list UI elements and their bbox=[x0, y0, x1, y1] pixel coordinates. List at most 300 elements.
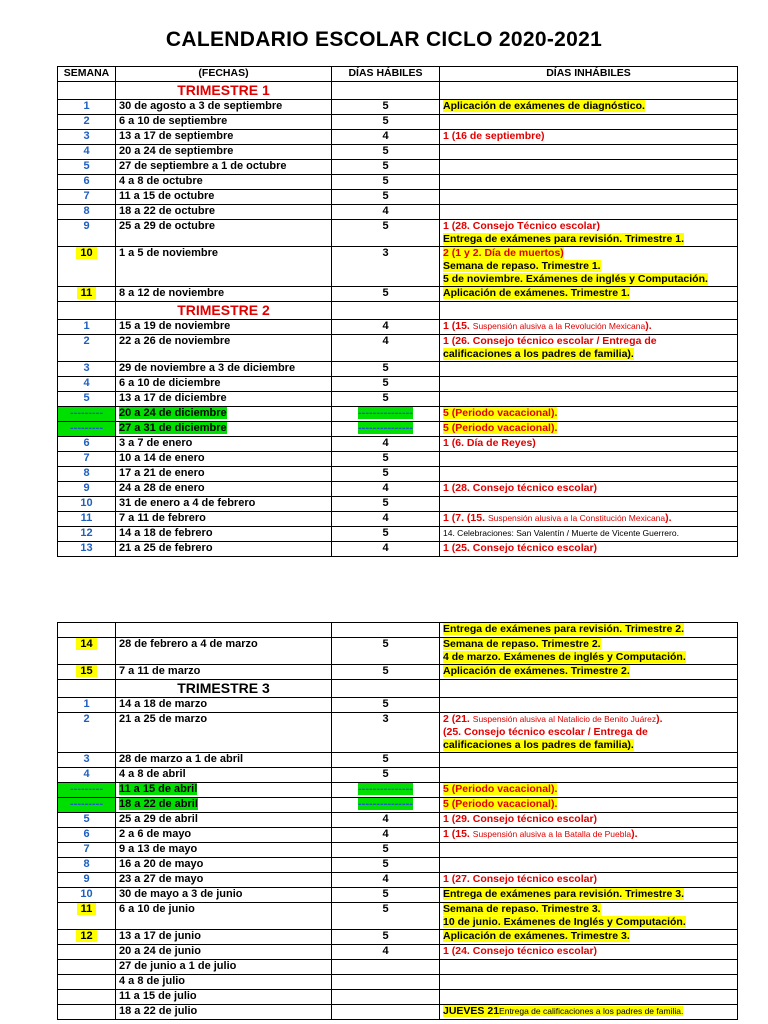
non-working-days bbox=[440, 145, 738, 160]
note-line bbox=[443, 1005, 734, 1018]
working-days: 5 bbox=[332, 190, 440, 205]
note-end: ). bbox=[631, 828, 638, 840]
working-days: 3 bbox=[332, 247, 440, 287]
table-row bbox=[58, 512, 738, 527]
working-days: 5 bbox=[332, 888, 440, 903]
week-number: 8 bbox=[58, 467, 116, 482]
working-days bbox=[332, 1005, 440, 1020]
note-end: ). bbox=[665, 512, 672, 524]
empty-cell bbox=[58, 82, 116, 100]
week-number-text: 12 bbox=[76, 930, 96, 942]
note-text: 1 (7. (15. bbox=[443, 512, 488, 524]
non-working-days bbox=[440, 407, 738, 422]
note-line bbox=[443, 726, 734, 739]
note-end: ). bbox=[656, 713, 663, 725]
non-working-days bbox=[440, 100, 738, 115]
date-range-text: 27 a 31 de diciembre bbox=[119, 422, 227, 434]
table-row bbox=[58, 903, 738, 930]
note-line bbox=[443, 888, 734, 901]
date-range: 1 a 5 de noviembre bbox=[116, 247, 332, 287]
week-number: 9 bbox=[58, 873, 116, 888]
week-number: 5 bbox=[58, 160, 116, 175]
non-working-days bbox=[440, 190, 738, 205]
note-line bbox=[443, 813, 734, 826]
note-text: Entrega de exámenes para revisión. Trimestre 2. bbox=[443, 623, 685, 635]
date-range: 8 a 12 de noviembre bbox=[116, 287, 332, 302]
note-detail: 14. Celebraciones: San Valentín / Muerte de Vicente Guerrero. bbox=[443, 528, 679, 538]
week-number bbox=[58, 945, 116, 960]
trimester-label: TRIMESTRE 2 bbox=[116, 302, 332, 320]
non-working-days bbox=[440, 798, 738, 813]
note-line bbox=[443, 798, 734, 811]
week-number bbox=[58, 990, 116, 1005]
table-row bbox=[58, 990, 738, 1005]
week-number: 13 bbox=[58, 542, 116, 557]
week-number: 4 bbox=[58, 768, 116, 783]
calendar-table-part1 bbox=[57, 66, 738, 557]
table-row bbox=[58, 753, 738, 768]
working-days: 4 bbox=[332, 873, 440, 888]
date-range: 21 a 25 de marzo bbox=[116, 713, 332, 753]
non-working-days bbox=[440, 437, 738, 452]
date-range: 20 a 24 de junio bbox=[116, 945, 332, 960]
non-working-days bbox=[440, 247, 738, 287]
working-days: 5 bbox=[332, 145, 440, 160]
trimester-row bbox=[58, 82, 738, 100]
working-days: 5 bbox=[332, 160, 440, 175]
table-row bbox=[58, 482, 738, 497]
note-text: Semana de repaso. Trimestre 3. bbox=[443, 903, 601, 915]
date-range: 14 a 18 de marzo bbox=[116, 698, 332, 713]
note-text: 5 (Periodo vacacional). bbox=[443, 783, 558, 795]
working-days bbox=[332, 783, 440, 798]
week-number: 1 bbox=[58, 320, 116, 335]
date-range: 4 a 8 de abril bbox=[116, 768, 332, 783]
week-number: 4 bbox=[58, 145, 116, 160]
note-line bbox=[443, 638, 734, 651]
working-days: 4 bbox=[332, 542, 440, 557]
week-number bbox=[58, 287, 116, 302]
non-working-days bbox=[440, 482, 738, 497]
non-working-days bbox=[440, 698, 738, 713]
note-line bbox=[443, 930, 734, 943]
date-range bbox=[116, 407, 332, 422]
table-row bbox=[58, 452, 738, 467]
week-number bbox=[58, 665, 116, 680]
note-line bbox=[443, 233, 734, 246]
week-number: 7 bbox=[58, 452, 116, 467]
non-working-days bbox=[440, 1005, 738, 1020]
note-line bbox=[443, 260, 734, 273]
table-row bbox=[58, 623, 738, 638]
week-number bbox=[58, 975, 116, 990]
week-number-text: 11 bbox=[77, 903, 97, 915]
week-number-text: 11 bbox=[77, 287, 97, 299]
page-title: CALENDARIO ESCOLAR CICLO 2020-2021 bbox=[165, 28, 603, 51]
date-range: 13 a 17 de diciembre bbox=[116, 392, 332, 407]
table-row bbox=[58, 1005, 738, 1020]
empty-cell bbox=[440, 302, 738, 320]
non-working-days bbox=[440, 467, 738, 482]
week-number bbox=[58, 247, 116, 287]
working-days-text: --------------- bbox=[358, 407, 413, 419]
header-semana: SEMANA bbox=[58, 67, 116, 82]
note-text: 1 (6. Día de Reyes) bbox=[443, 437, 536, 449]
week-number: 10 bbox=[58, 497, 116, 512]
date-range: 23 a 27 de mayo bbox=[116, 873, 332, 888]
date-range: 27 de septiembre a 1 de octubre bbox=[116, 160, 332, 175]
week-number: 6 bbox=[58, 437, 116, 452]
working-days: 5 bbox=[332, 843, 440, 858]
table-row bbox=[58, 798, 738, 813]
week-number: 2 bbox=[58, 115, 116, 130]
working-days: 4 bbox=[332, 482, 440, 497]
note-text: 1 (15. bbox=[443, 320, 473, 332]
week-number: 2 bbox=[58, 335, 116, 362]
table-row bbox=[58, 768, 738, 783]
date-range: 14 a 18 de febrero bbox=[116, 527, 332, 542]
non-working-days bbox=[440, 945, 738, 960]
table-row bbox=[58, 813, 738, 828]
table-row bbox=[58, 175, 738, 190]
table-row bbox=[58, 220, 738, 247]
week-number: 4 bbox=[58, 377, 116, 392]
table-row bbox=[58, 698, 738, 713]
date-range: 3 a 7 de enero bbox=[116, 437, 332, 452]
table-row bbox=[58, 497, 738, 512]
working-days: 5 bbox=[332, 698, 440, 713]
date-range-text: 11 a 15 de abril bbox=[119, 783, 198, 795]
trimester-label: TRIMESTRE 3 bbox=[116, 680, 332, 698]
week-number: --------- bbox=[58, 783, 116, 798]
table-row bbox=[58, 392, 738, 407]
header-dias-habiles: DÍAS HÁBILES bbox=[332, 67, 440, 82]
date-range: 22 a 26 de noviembre bbox=[116, 335, 332, 362]
date-range: 30 de mayo a 3 de junio bbox=[116, 888, 332, 903]
non-working-days bbox=[440, 990, 738, 1005]
note-text: 4 de marzo. Exámenes de inglés y Computación. bbox=[443, 651, 686, 663]
date-range: 11 a 15 de octubre bbox=[116, 190, 332, 205]
note-text: 1 (26. Consejo técnico escolar / Entrega de bbox=[443, 335, 657, 347]
date-range: 6 a 10 de diciembre bbox=[116, 377, 332, 392]
note-line bbox=[443, 247, 734, 260]
week-number bbox=[58, 903, 116, 930]
date-range: 28 de febrero a 4 de marzo bbox=[116, 638, 332, 665]
note-text: Aplicación de exámenes de diagnóstico. bbox=[443, 100, 645, 112]
date-range: 13 a 17 de junio bbox=[116, 930, 332, 945]
note-line bbox=[443, 739, 734, 752]
working-days: 5 bbox=[332, 100, 440, 115]
week-number: 7 bbox=[58, 190, 116, 205]
note-text: Semana de repaso. Trimestre 1. bbox=[443, 260, 601, 272]
note-text: 1 (27. Consejo técnico escolar) bbox=[443, 873, 598, 885]
non-working-days bbox=[440, 362, 738, 377]
non-working-days bbox=[440, 542, 738, 557]
working-days: 5 bbox=[332, 930, 440, 945]
week-number: 5 bbox=[58, 813, 116, 828]
empty-cell bbox=[440, 82, 738, 100]
table-row bbox=[58, 858, 738, 873]
table-row bbox=[58, 247, 738, 287]
working-days: 5 bbox=[332, 527, 440, 542]
working-days: 5 bbox=[332, 903, 440, 930]
date-range: 24 a 28 de enero bbox=[116, 482, 332, 497]
date-range: 9 a 13 de mayo bbox=[116, 843, 332, 858]
date-range: 17 a 21 de enero bbox=[116, 467, 332, 482]
table-row bbox=[58, 335, 738, 362]
empty-cell bbox=[332, 302, 440, 320]
non-working-days bbox=[440, 422, 738, 437]
table-row bbox=[58, 783, 738, 798]
working-days: 5 bbox=[332, 858, 440, 873]
trimester-row bbox=[58, 302, 738, 320]
table-row bbox=[58, 145, 738, 160]
week-number: 7 bbox=[58, 843, 116, 858]
non-working-days bbox=[440, 903, 738, 930]
note-line bbox=[443, 273, 734, 286]
non-working-days bbox=[440, 392, 738, 407]
week-number: 12 bbox=[58, 527, 116, 542]
table-row bbox=[58, 713, 738, 753]
header-fechas: (FECHAS) bbox=[116, 67, 332, 82]
note-line bbox=[443, 903, 734, 916]
date-range: 20 a 24 de septiembre bbox=[116, 145, 332, 160]
working-days-text: --------------- bbox=[358, 783, 413, 795]
trimester-label: TRIMESTRE 1 bbox=[116, 82, 332, 100]
working-days: 5 bbox=[332, 467, 440, 482]
note-detail: Suspensión alusiva a la Batalla de Puebla bbox=[472, 829, 632, 839]
date-range: 7 a 11 de marzo bbox=[116, 665, 332, 680]
date-range-text: 18 a 22 de abril bbox=[119, 798, 198, 810]
table-row bbox=[58, 287, 738, 302]
week-number: --------- bbox=[58, 798, 116, 813]
non-working-days bbox=[440, 205, 738, 220]
week-number: 9 bbox=[58, 482, 116, 497]
week-number-text: 10 bbox=[76, 247, 96, 259]
week-number bbox=[58, 623, 116, 638]
working-days: 4 bbox=[332, 320, 440, 335]
non-working-days bbox=[440, 497, 738, 512]
non-working-days bbox=[440, 873, 738, 888]
table-row bbox=[58, 467, 738, 482]
note-text: 5 (Periodo vacacional). bbox=[443, 422, 558, 434]
non-working-days bbox=[440, 512, 738, 527]
trimester-row bbox=[58, 680, 738, 698]
date-range bbox=[116, 783, 332, 798]
note-text: Aplicación de exámenes. Trimestre 3. bbox=[443, 930, 630, 942]
week-number: 5 bbox=[58, 392, 116, 407]
table-row bbox=[58, 100, 738, 115]
note-line bbox=[443, 437, 734, 450]
date-range bbox=[116, 422, 332, 437]
date-range: 6 a 10 de septiembre bbox=[116, 115, 332, 130]
table-row bbox=[58, 407, 738, 422]
note-text: calificaciones a los padres de familia). bbox=[443, 348, 634, 360]
note-text: (25. Consejo técnico escolar / Entrega de bbox=[443, 726, 648, 738]
working-days bbox=[332, 407, 440, 422]
working-days: 3 bbox=[332, 713, 440, 753]
working-days: 5 bbox=[332, 638, 440, 665]
week-number: 3 bbox=[58, 753, 116, 768]
note-line bbox=[443, 335, 734, 348]
date-range: 31 de enero a 4 de febrero bbox=[116, 497, 332, 512]
note-line bbox=[443, 873, 734, 886]
table-row bbox=[58, 160, 738, 175]
note-line bbox=[443, 220, 734, 233]
working-days: 4 bbox=[332, 828, 440, 843]
working-days: 5 bbox=[332, 753, 440, 768]
table-row bbox=[58, 205, 738, 220]
table-row bbox=[58, 320, 738, 335]
note-line bbox=[443, 542, 734, 555]
calendar-table-part2 bbox=[57, 622, 738, 1020]
note-line bbox=[443, 828, 734, 841]
note-line bbox=[443, 407, 734, 420]
working-days: 5 bbox=[332, 362, 440, 377]
week-number: 8 bbox=[58, 858, 116, 873]
note-text: calificaciones a los padres de familia). bbox=[443, 739, 634, 751]
note-text: Semana de repaso. Trimestre 2. bbox=[443, 638, 601, 650]
note-line bbox=[443, 320, 734, 333]
table-row bbox=[58, 190, 738, 205]
note-detail: Suspensión alusiva a la Revolución Mexicana bbox=[472, 321, 646, 331]
non-working-days bbox=[440, 320, 738, 335]
working-days: 4 bbox=[332, 205, 440, 220]
date-range: 13 a 17 de septiembre bbox=[116, 130, 332, 145]
note-line bbox=[443, 783, 734, 796]
working-days bbox=[332, 798, 440, 813]
note-text: 1 (28. Consejo técnico escolar) bbox=[443, 482, 598, 494]
working-days: 5 bbox=[332, 175, 440, 190]
week-number bbox=[58, 1005, 116, 1020]
date-range: 10 a 14 de enero bbox=[116, 452, 332, 467]
week-number: 2 bbox=[58, 713, 116, 753]
note-text: 1 (15. bbox=[443, 828, 473, 840]
week-number bbox=[58, 960, 116, 975]
note-detail: Suspensión alusiva a la Constitución Mexicana bbox=[487, 513, 666, 523]
working-days bbox=[332, 975, 440, 990]
date-range: 18 a 22 de julio bbox=[116, 1005, 332, 1020]
empty-cell bbox=[440, 680, 738, 698]
week-number: 6 bbox=[58, 828, 116, 843]
working-days: 4 bbox=[332, 437, 440, 452]
date-range: 4 a 8 de julio bbox=[116, 975, 332, 990]
note-text: Aplicación de exámenes. Trimestre 1. bbox=[443, 287, 630, 299]
week-number: --------- bbox=[58, 407, 116, 422]
week-number: 10 bbox=[58, 888, 116, 903]
non-working-days bbox=[440, 377, 738, 392]
note-line bbox=[443, 665, 734, 678]
working-days: 5 bbox=[332, 768, 440, 783]
non-working-days bbox=[440, 713, 738, 753]
week-number: 8 bbox=[58, 205, 116, 220]
working-days: 5 bbox=[332, 115, 440, 130]
note-line bbox=[443, 651, 734, 664]
note-line bbox=[443, 422, 734, 435]
working-days: 5 bbox=[332, 377, 440, 392]
working-days: 5 bbox=[332, 392, 440, 407]
empty-cell bbox=[58, 302, 116, 320]
working-days: 5 bbox=[332, 287, 440, 302]
non-working-days bbox=[440, 638, 738, 665]
working-days: 4 bbox=[332, 945, 440, 960]
table-row bbox=[58, 437, 738, 452]
note-line bbox=[443, 916, 734, 929]
note-text: 1 (24. Consejo técnico escolar) bbox=[443, 945, 598, 957]
week-number-text: 14 bbox=[76, 638, 96, 650]
week-number bbox=[58, 930, 116, 945]
non-working-days bbox=[440, 220, 738, 247]
week-number: 1 bbox=[58, 100, 116, 115]
table-row bbox=[58, 888, 738, 903]
non-working-days bbox=[440, 452, 738, 467]
header-dias-inhabiles: DÍAS INHÁBILES bbox=[440, 67, 738, 82]
non-working-days bbox=[440, 960, 738, 975]
table-row bbox=[58, 422, 738, 437]
date-range: 28 de marzo a 1 de abril bbox=[116, 753, 332, 768]
date-range: 29 de noviembre a 3 de diciembre bbox=[116, 362, 332, 377]
non-working-days bbox=[440, 828, 738, 843]
date-range bbox=[116, 798, 332, 813]
note-text: 1 (16 de septiembre) bbox=[443, 130, 545, 142]
non-working-days bbox=[440, 335, 738, 362]
date-range: 11 a 15 de julio bbox=[116, 990, 332, 1005]
note-detail: Entrega de calificaciones a los padres de familia. bbox=[499, 1006, 684, 1016]
table-row bbox=[58, 115, 738, 130]
working-days: 4 bbox=[332, 813, 440, 828]
note-line bbox=[443, 100, 734, 113]
table-row bbox=[58, 930, 738, 945]
note-text: Aplicación de exámenes. Trimestre 2. bbox=[443, 665, 630, 677]
week-number: 3 bbox=[58, 362, 116, 377]
non-working-days bbox=[440, 130, 738, 145]
note-text: 5 (Periodo vacacional). bbox=[443, 407, 558, 419]
week-number: 6 bbox=[58, 175, 116, 190]
table-row bbox=[58, 362, 738, 377]
date-range: 27 de junio a 1 de julio bbox=[116, 960, 332, 975]
date-range: 7 a 11 de febrero bbox=[116, 512, 332, 527]
note-text: JUEVES 21 bbox=[443, 1005, 500, 1017]
note-text: 5 de noviembre. Exámenes de inglés y Computación. bbox=[443, 273, 708, 285]
date-range: 4 a 8 de octubre bbox=[116, 175, 332, 190]
empty-cell bbox=[332, 680, 440, 698]
table-row bbox=[58, 638, 738, 665]
non-working-days bbox=[440, 975, 738, 990]
note-line bbox=[443, 527, 734, 540]
note-text: 1 (29. Consejo técnico escolar) bbox=[443, 813, 598, 825]
note-text: Entrega de exámenes para revisión. Trimestre 1. bbox=[443, 233, 685, 245]
table-row bbox=[58, 665, 738, 680]
date-range bbox=[116, 623, 332, 638]
table-row bbox=[58, 945, 738, 960]
note-text: 5 (Periodo vacacional). bbox=[443, 798, 558, 810]
table-row bbox=[58, 527, 738, 542]
note-line bbox=[443, 130, 734, 143]
working-days-text: --------------- bbox=[358, 422, 413, 434]
empty-cell bbox=[332, 82, 440, 100]
note-line bbox=[443, 348, 734, 361]
table-row bbox=[58, 828, 738, 843]
non-working-days bbox=[440, 115, 738, 130]
week-number bbox=[58, 638, 116, 665]
note-text: 1 (28. Consejo Técnico escolar) bbox=[443, 220, 600, 232]
non-working-days bbox=[440, 527, 738, 542]
week-number: 1 bbox=[58, 698, 116, 713]
note-line bbox=[443, 482, 734, 495]
note-text: 10 de junio. Exámenes de Inglés y Computación. bbox=[443, 916, 686, 928]
non-working-days bbox=[440, 888, 738, 903]
date-range: 2 a 6 de mayo bbox=[116, 828, 332, 843]
